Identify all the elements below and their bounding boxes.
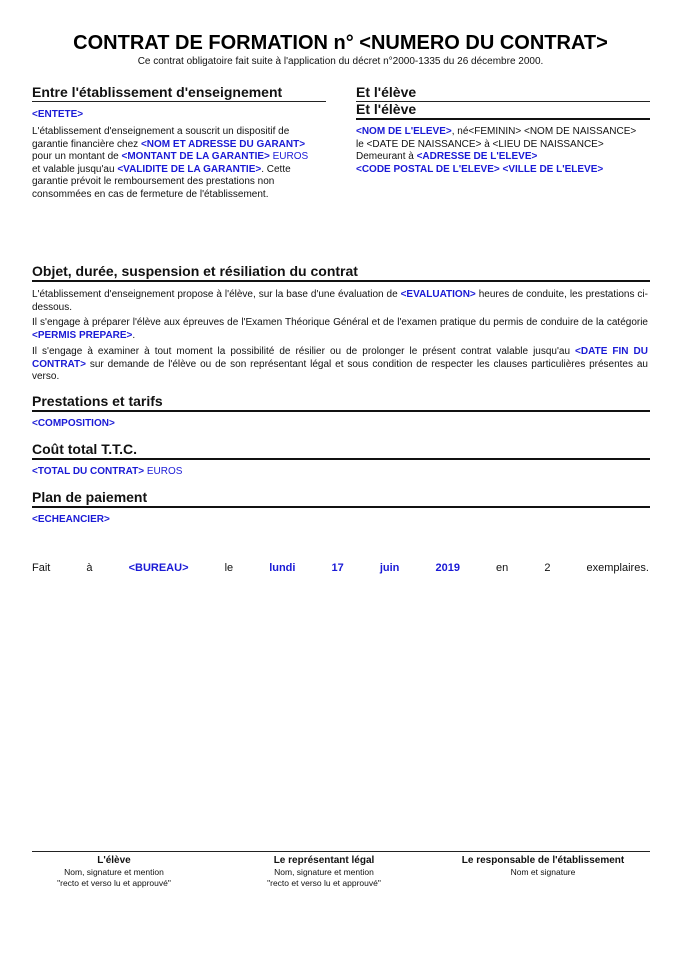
- signature-representant: [244, 854, 404, 889]
- eleve-line-3: [356, 151, 656, 164]
- plan-heading: Plan de paiement: [32, 489, 650, 508]
- bureau-placeholder: <BUREAU>: [128, 562, 189, 574]
- contract-subtitle: Ce contrat obligatoire fait suite à l'application du décret n°2000-1335 du 26 décembre 2000.: [137, 56, 544, 67]
- etablissement-text-1: L'établissement d'enseignement a souscrit un dispositif de garantie financière chez: [32, 126, 290, 150]
- eleve-line-1: [356, 126, 656, 139]
- echeancier-placeholder: <ECHEANCIER>: [32, 514, 110, 525]
- eleve-heading-1: Et l'élève: [356, 84, 650, 102]
- signature-eleve-line1: Nom, signature et mention: [64, 867, 164, 877]
- cout-line: [32, 466, 182, 479]
- eleve-demeurant: Demeurant à: [356, 151, 417, 162]
- adresse-placeholder: <ADRESSE DE L'ELEVE>: [416, 151, 538, 162]
- evaluation-placeholder: <EVALUATION>: [400, 289, 476, 300]
- closing-le: le: [224, 562, 234, 574]
- cp-placeholder: <CODE POSTAL DE L'ELEVE>: [356, 163, 500, 175]
- signature-representant-title: Le représentant légal: [273, 855, 375, 866]
- prestations-heading: Prestations et tarifs: [32, 393, 650, 412]
- objet-p3-a: Il s'engage à examiner à tout moment la possibilité de résilier ou de prolonger le présent contrat valable jusqu'au: [32, 346, 576, 357]
- ville-placeholder: <VILLE DE L'ELEVE>: [502, 163, 604, 175]
- validite-placeholder: <VALIDITE DE LA GARANTIE>: [117, 163, 262, 175]
- closing-count: 2: [544, 562, 551, 574]
- closing-exemplaires: exemplaires.: [586, 562, 649, 574]
- objet-heading: Objet, durée, suspension et résiliation du contrat: [32, 263, 650, 282]
- etablissement-paragraph: [32, 126, 314, 201]
- eleve-line-4: [356, 164, 656, 177]
- signature-eleve: [32, 854, 196, 889]
- signature-representant-line1: Nom, signature et mention: [274, 867, 374, 877]
- objet-p1-a: L'établissement d'enseignement propose à l'élève, sur la base d'une évaluation de: [32, 289, 401, 300]
- objet-p1-b: heures de conduite, les prestations ci-dessous.: [32, 289, 648, 313]
- eleve-ne: , né<FEMININ> <NOM DE NAISSANCE>: [451, 126, 637, 137]
- signature-eleve-title: L'élève: [97, 855, 131, 866]
- signature-representant-line2: "recto et verso lu et approuvé": [267, 878, 381, 888]
- closing-line: [32, 562, 649, 574]
- closing-a: à: [86, 562, 93, 574]
- garant-placeholder: <NOM ET ADRESSE DU GARANT>: [140, 138, 306, 150]
- signature-responsable-title: Le responsable de l'établissement: [461, 855, 625, 866]
- nom-eleve-placeholder: <NOM DE L'ELEVE>: [356, 126, 452, 137]
- montant-placeholder: <MONTANT DE LA GARANTIE>: [121, 151, 270, 162]
- etablissement-text-3: et valable jusqu'au: [32, 163, 118, 175]
- eleve-heading-2: Et l'élève: [356, 101, 650, 120]
- signature-responsable-line1: Nom et signature: [510, 867, 576, 877]
- objet-p3-b: sur demande de l'élève ou de son représentant légal et sous condition de respecter les clauses particulières présentes au verso.: [32, 358, 648, 382]
- closing-en: en: [496, 562, 509, 574]
- objet-paragraph-3: [32, 346, 648, 384]
- closing-month: juin: [379, 562, 400, 574]
- contract-title: CONTRAT DE FORMATION n° <NUMERO DU CONTRAT>: [73, 32, 608, 54]
- closing-year: 2019: [435, 562, 460, 574]
- montant-unit: EUROS: [269, 151, 309, 162]
- etablissement-heading: Entre l'établissement d'enseignement: [32, 84, 326, 102]
- objet-paragraph-2: [32, 317, 648, 342]
- signature-responsable: [436, 854, 650, 878]
- closing-fait: Fait: [32, 562, 51, 574]
- signature-divider: [32, 851, 650, 852]
- objet-paragraph-1: [32, 289, 648, 314]
- composition-placeholder: <COMPOSITION>: [32, 418, 115, 429]
- eleve-line-2: le <DATE DE NAISSANCE> à <LIEU DE NAISSANCE>: [356, 138, 604, 150]
- closing-day-name: lundi: [269, 562, 296, 574]
- etablissement-text-4: . Cette garantie prévoit le remboursement des prestations non consommées en cas de fermeture de l'établissement.: [32, 163, 291, 200]
- total-unit: EUROS: [144, 466, 183, 477]
- total-placeholder: <TOTAL DU CONTRAT>: [32, 466, 145, 477]
- objet-p2-a: Il s'engage à préparer l'élève aux épreuves de l'Examen Théorique Général et de l'examen pratique du permis de conduire de la catégorie: [32, 317, 648, 328]
- cout-heading: Coût total T.T.C.: [32, 441, 650, 460]
- permis-placeholder: <PERMIS PREPARE>: [32, 329, 133, 341]
- etablissement-text-2: pour un montant de: [32, 151, 122, 162]
- objet-p2-b: .: [132, 329, 136, 341]
- date-fin-placeholder: <DATE FIN DU CONTRAT>: [32, 346, 648, 370]
- signature-eleve-line2: "recto et verso lu et approuvé": [57, 878, 171, 888]
- closing-day: 17: [331, 562, 344, 574]
- entete-placeholder: <ENTETE>: [32, 109, 84, 120]
- eleve-paragraph: [356, 126, 656, 176]
